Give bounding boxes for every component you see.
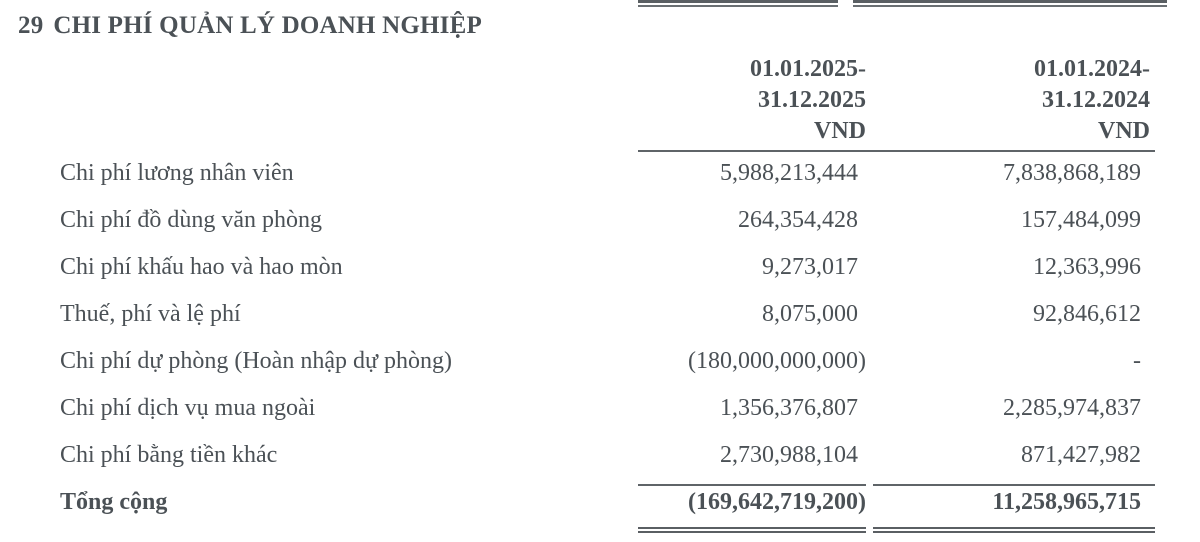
prior-value: 92,846,612 (1033, 301, 1141, 327)
column-header-current-period (638, 54, 866, 147)
table-row (0, 437, 1200, 484)
prior-value: 871,427,982 (1021, 442, 1141, 468)
header-underline (638, 150, 871, 152)
current-value: 9,273,017 (762, 254, 858, 280)
period-end: 31.12.2024 (1042, 87, 1150, 113)
section-title-text: CHI PHÍ QUẢN LÝ DOANH NGHIỆP (53, 12, 482, 39)
table-row (0, 343, 1200, 390)
row-label: Chi phí dịch vụ mua ngoài (60, 395, 316, 421)
prior-value: 2,285,974,837 (1003, 395, 1141, 421)
row-label: Chi phí lương nhân viên (60, 160, 294, 186)
column-header-prior-period (853, 54, 1150, 147)
currency: VND (814, 118, 866, 144)
subtotal-rule-current (638, 484, 866, 486)
prior-value: 157,484,099 (1021, 207, 1141, 233)
total-prior-value: 11,258,965,715 (992, 489, 1141, 515)
period-start: 01.01.2025- (750, 56, 866, 82)
period-start: 01.01.2024- (1034, 56, 1150, 82)
row-label: Chi phí khấu hao và hao mòn (60, 254, 343, 280)
total-current-value: (169,642,719,200) (688, 489, 866, 515)
total-label: Tổng cộng (60, 489, 168, 515)
prior-value: - (1133, 348, 1141, 374)
prior-value: 7,838,868,189 (1003, 160, 1141, 186)
table-row (0, 155, 1200, 202)
table-row (0, 296, 1200, 343)
row-label: Chi phí dự phòng (Hoàn nhập dự phòng) (60, 348, 452, 374)
subtotal-rule-prior (873, 484, 1155, 486)
section-title (18, 12, 482, 40)
total-double-rule-prior (873, 527, 1155, 533)
current-value: 5,988,213,444 (720, 160, 858, 186)
expense-table (0, 155, 1200, 531)
header-underline (853, 150, 1155, 152)
current-value: 8,075,000 (762, 301, 858, 327)
table-row (0, 249, 1200, 296)
prior-value: 12,363,996 (1033, 254, 1141, 280)
current-value: (180,000,000,000) (688, 348, 866, 374)
total-row (0, 484, 1200, 531)
current-value: 2,730,988,104 (720, 442, 858, 468)
row-label: Chi phí đồ dùng văn phòng (60, 207, 322, 233)
current-value: 264,354,428 (738, 207, 858, 233)
row-label: Chi phí bằng tiền khác (60, 442, 278, 468)
currency: VND (1098, 118, 1150, 144)
period-end: 31.12.2025 (758, 87, 866, 113)
top-double-rule-current (638, 0, 838, 7)
current-value: 1,356,376,807 (720, 395, 858, 421)
table-row (0, 202, 1200, 249)
top-double-rule-prior (853, 0, 1167, 7)
section-number: 29 (18, 12, 44, 39)
row-label: Thuế, phí và lệ phí (60, 301, 241, 327)
table-row (0, 390, 1200, 437)
total-double-rule-current (638, 527, 866, 533)
